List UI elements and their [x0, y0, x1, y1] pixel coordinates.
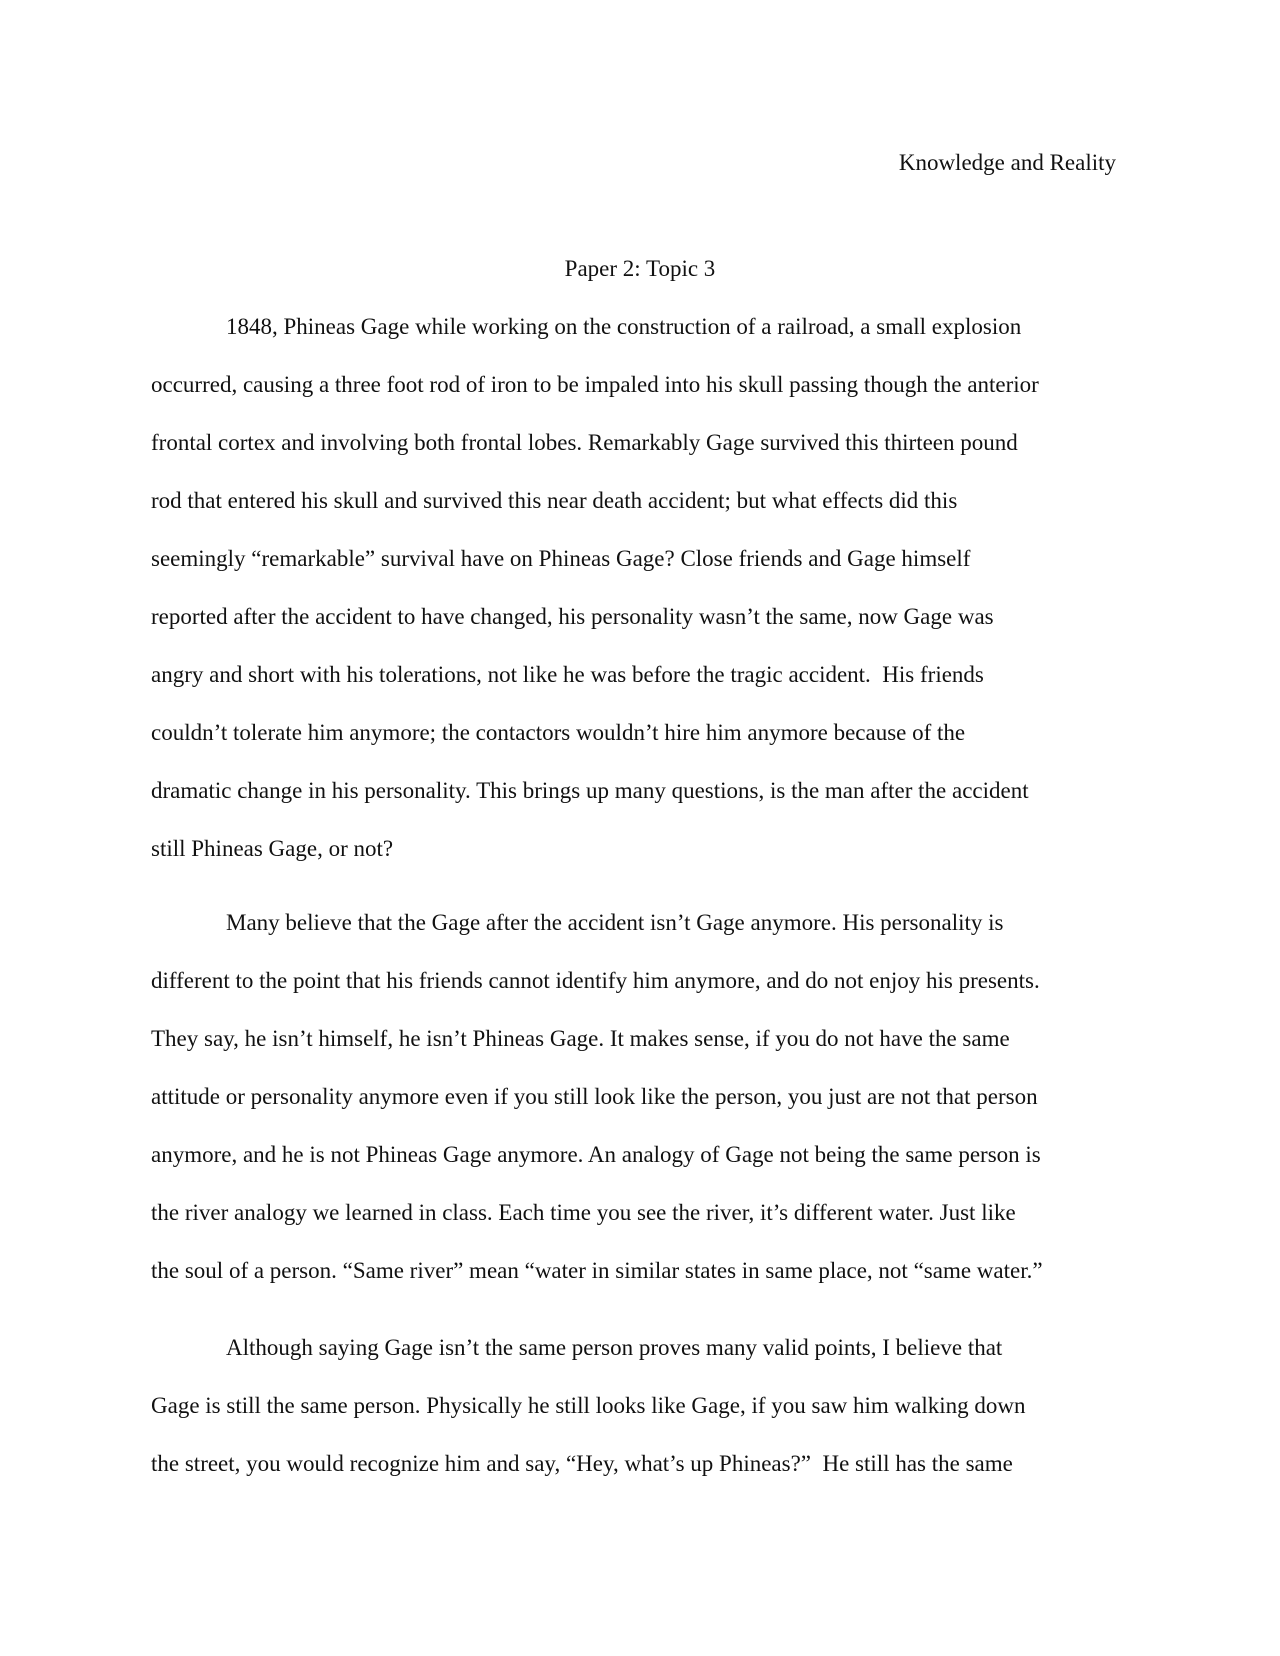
header-course-name: Knowledge and Reality — [898, 150, 1116, 175]
text-line: occurred, causing a three foot rod of iron to be impaled into his skull passing though the anterior — [151, 372, 1039, 397]
paper-title: Paper 2: Topic 3 — [564, 256, 716, 281]
text-line: reported after the accident to have changed, his personality wasn’t the same, now Gage was — [151, 604, 994, 629]
text-line: Although saying Gage isn’t the same person proves many valid points, I believe that — [226, 1335, 1003, 1360]
text-line: attitude or personality anymore even if you still look like the person, you just are not that person — [151, 1084, 1038, 1109]
text-line: seemingly “remarkable” survival have on Phineas Gage? Close friends and Gage himself — [151, 546, 971, 571]
text-line: the street, you would recognize him and say, “Hey, what’s up Phineas?” He still has the same — [151, 1451, 1013, 1476]
text-line: rod that entered his skull and survived this near death accident; but what effects did this — [151, 488, 958, 513]
text-line: frontal cortex and involving both frontal lobes. Remarkably Gage survived this thirteen pound — [151, 430, 1018, 455]
text-line: angry and short with his tolerations, not like he was before the tragic accident. His friends — [151, 662, 984, 687]
paragraph-2 — [151, 908, 1131, 1314]
text-line: dramatic change in his personality. This brings up many questions, is the man after the accident — [151, 778, 1029, 803]
text-line: Many believe that the Gage after the accident isn’t Gage anymore. His personality is — [226, 910, 1004, 935]
text-line: Gage is still the same person. Physically he still looks like Gage, if you saw him walking down — [151, 1393, 1026, 1418]
text-line: They say, he isn’t himself, he isn’t Phineas Gage. It makes sense, if you do not have the same — [151, 1026, 1010, 1051]
text-line: anymore, and he is not Phineas Gage anymore. An analogy of Gage not being the same person is — [151, 1142, 1041, 1167]
text-line: 1848, Phineas Gage while working on the construction of a railroad, a small explosion — [226, 314, 1022, 339]
paragraph-1 — [151, 312, 1131, 892]
text-line: couldn’t tolerate him anymore; the contactors wouldn’t hire him anymore because of the — [151, 720, 966, 745]
paragraph-3 — [151, 1333, 1131, 1507]
text-line: still Phineas Gage, or not? — [151, 836, 394, 861]
text-line: different to the point that his friends cannot identify him anymore, and do not enjoy his presents. — [151, 968, 1040, 993]
text-line: the river analogy we learned in class. Each time you see the river, it’s different water. Just like — [151, 1200, 1016, 1225]
text-line: the soul of a person. “Same river” mean “water in similar states in same place, not “same water.” — [151, 1258, 1043, 1283]
